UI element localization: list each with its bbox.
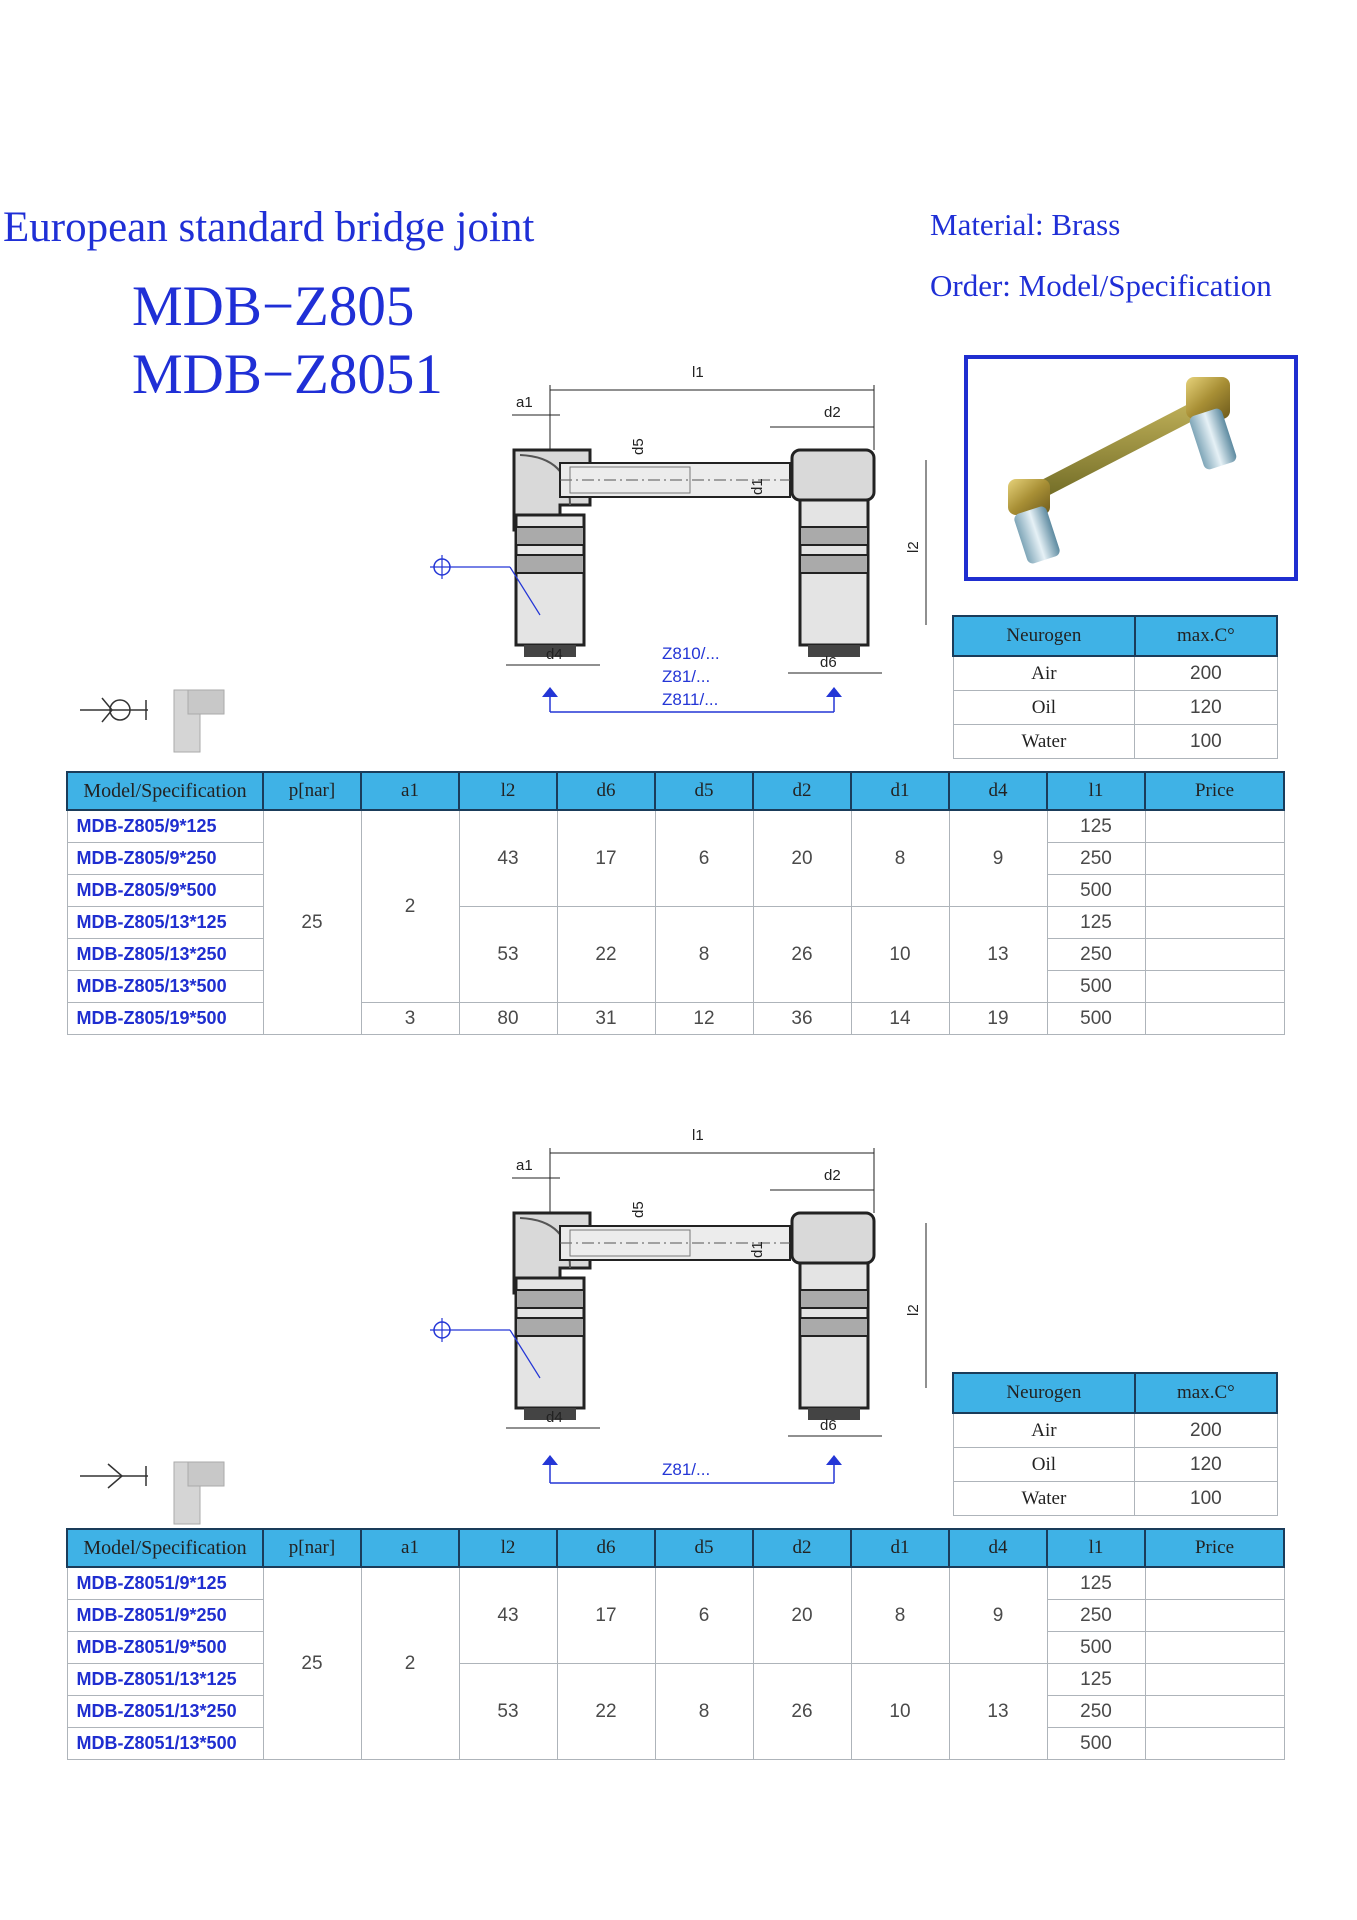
check-valve-symbol-1: [78, 680, 238, 760]
price-cell: [1145, 810, 1284, 843]
temp-medium: Oil: [953, 691, 1135, 725]
temp-value: 100: [1135, 725, 1277, 759]
temp-header-medium: Neurogen: [953, 1373, 1135, 1413]
coupling-ref-1: Z810/...: [662, 644, 720, 663]
a1-cell: 2: [361, 1567, 459, 1760]
d5-cell: 12: [655, 1003, 753, 1035]
temp-medium: Water: [953, 1482, 1135, 1516]
l2-cell: 43: [459, 810, 557, 907]
l1-cell: 125: [1047, 907, 1145, 939]
model-cell: MDB-Z8051/9*500: [67, 1632, 263, 1664]
dim-d2: d2: [824, 404, 841, 421]
l1-cell: 500: [1047, 1728, 1145, 1760]
spec-table-z805: [66, 771, 1285, 1035]
d2-cell: 20: [753, 1567, 851, 1664]
price-cell: [1145, 1664, 1284, 1696]
dim-l1: l1: [692, 1127, 704, 1144]
l1-cell: 500: [1047, 971, 1145, 1003]
pressure-cell: 25: [263, 1567, 361, 1760]
header-price: Price: [1145, 1529, 1284, 1567]
technical-drawing-z805: [420, 355, 960, 730]
material-label: Material: Brass: [930, 207, 1121, 242]
product-photo: [964, 355, 1298, 581]
page-title: European standard bridge joint: [3, 204, 535, 251]
temp-medium: Water: [953, 725, 1135, 759]
model-cell: MDB-Z805/13*250: [67, 939, 263, 971]
model-cell: MDB-Z805/19*500: [67, 1003, 263, 1035]
price-cell: [1145, 971, 1284, 1003]
header-d6: d6: [557, 772, 655, 810]
temp-value: 120: [1135, 691, 1277, 725]
d5-cell: 6: [655, 1567, 753, 1664]
d4-cell: 13: [949, 1664, 1047, 1760]
model-cell: MDB-Z805/9*500: [67, 875, 263, 907]
l2-cell: 53: [459, 907, 557, 1003]
temp-value: 120: [1135, 1448, 1277, 1482]
header-d2: d2: [753, 1529, 851, 1567]
price-cell: [1145, 1632, 1284, 1664]
model-cell: MDB-Z8051/13*250: [67, 1696, 263, 1728]
d2-cell: 20: [753, 810, 851, 907]
d6-cell: 31: [557, 1003, 655, 1035]
dim-d6: d6: [820, 654, 837, 671]
temp-value: 200: [1135, 656, 1277, 691]
model-cell: MDB-Z805/9*250: [67, 843, 263, 875]
d5-cell: 8: [655, 1664, 753, 1760]
price-cell: [1145, 843, 1284, 875]
d6-cell: 22: [557, 907, 655, 1003]
dim-d1: d1: [749, 478, 766, 495]
header-price: Price: [1145, 772, 1284, 810]
l1-cell: 125: [1047, 1664, 1145, 1696]
coupling-ref-3: Z811/...: [662, 690, 719, 709]
l1-cell: 125: [1047, 810, 1145, 843]
header-d4: d4: [949, 1529, 1047, 1567]
spec-table-z8051: [66, 1528, 1285, 1760]
d1-cell: 8: [851, 1567, 949, 1664]
d5-cell: 6: [655, 810, 753, 907]
d6-cell: 22: [557, 1664, 655, 1760]
l1-cell: 250: [1047, 1696, 1145, 1728]
order-label: Order: Model/Specification: [930, 268, 1272, 303]
technical-drawing-z8051: [420, 1118, 960, 1493]
d1-cell: 10: [851, 907, 949, 1003]
header-l1: l1: [1047, 772, 1145, 810]
header-d2: d2: [753, 772, 851, 810]
dim-l1: l1: [692, 364, 704, 381]
d1-cell: 10: [851, 1664, 949, 1760]
model-cell: MDB-Z8051/13*500: [67, 1728, 263, 1760]
header-a1: a1: [361, 1529, 459, 1567]
model-cell: MDB-Z805/13*125: [67, 907, 263, 939]
price-cell: [1145, 1003, 1284, 1035]
price-cell: [1145, 907, 1284, 939]
dim-a1: a1: [516, 394, 533, 411]
model-cell: MDB-Z8051/9*125: [67, 1567, 263, 1600]
coupling-ref-1: Z81/...: [662, 1460, 711, 1479]
price-cell: [1145, 1696, 1284, 1728]
d6-cell: 17: [557, 810, 655, 907]
header-l2: l2: [459, 1529, 557, 1567]
model-name-z8051: MDB−Z8051: [132, 343, 443, 406]
header-d5: d5: [655, 772, 753, 810]
temp-header-max: max.C°: [1135, 1373, 1277, 1413]
temp-header-medium: Neurogen: [953, 616, 1135, 656]
d1-cell: 8: [851, 810, 949, 907]
dim-d2: d2: [824, 1167, 841, 1184]
dim-d4: d4: [546, 1409, 563, 1426]
l2-cell: 80: [459, 1003, 557, 1035]
model-name-z805: MDB−Z805: [132, 275, 415, 338]
header-l2: l2: [459, 772, 557, 810]
l1-cell: 250: [1047, 1600, 1145, 1632]
header-d5: d5: [655, 1529, 753, 1567]
model-cell: MDB-Z8051/13*125: [67, 1664, 263, 1696]
l2-cell: 43: [459, 1567, 557, 1664]
d4-cell: 9: [949, 1567, 1047, 1664]
d2-cell: 26: [753, 907, 851, 1003]
d5-cell: 8: [655, 907, 753, 1003]
temp-medium: Oil: [953, 1448, 1135, 1482]
l1-cell: 500: [1047, 1632, 1145, 1664]
temp-medium: Air: [953, 1413, 1135, 1448]
d4-cell: 9: [949, 810, 1047, 907]
l1-cell: 125: [1047, 1567, 1145, 1600]
dim-l2: l2: [905, 541, 922, 553]
temperature-table-1: [952, 615, 1278, 759]
model-cell: MDB-Z8051/9*250: [67, 1600, 263, 1632]
a1-cell: 3: [361, 1003, 459, 1035]
header-d1: d1: [851, 772, 949, 810]
dim-l2: l2: [905, 1304, 922, 1316]
dim-d1: d1: [749, 1241, 766, 1258]
header-l1: l1: [1047, 1529, 1145, 1567]
header-p: p[nar]: [263, 1529, 361, 1567]
header-p: p[nar]: [263, 772, 361, 810]
l1-cell: 250: [1047, 843, 1145, 875]
dim-d5: d5: [630, 1201, 647, 1218]
header-d6: d6: [557, 1529, 655, 1567]
l1-cell: 500: [1047, 875, 1145, 907]
d2-cell: 26: [753, 1664, 851, 1760]
l1-cell: 500: [1047, 1003, 1145, 1035]
price-cell: [1145, 1728, 1284, 1760]
d1-cell: 14: [851, 1003, 949, 1035]
header-a1: a1: [361, 772, 459, 810]
dim-d6: d6: [820, 1417, 837, 1434]
dim-d5: d5: [630, 438, 647, 455]
a1-cell: 2: [361, 810, 459, 1003]
temp-value: 200: [1135, 1413, 1277, 1448]
straight-through-symbol-2: [78, 1452, 238, 1532]
temperature-table-2: [952, 1372, 1278, 1516]
pressure-cell: 25: [263, 810, 361, 1035]
d6-cell: 17: [557, 1567, 655, 1664]
d4-cell: 19: [949, 1003, 1047, 1035]
d2-cell: 36: [753, 1003, 851, 1035]
temp-header-max: max.C°: [1135, 616, 1277, 656]
coupling-ref-2: Z81/...: [662, 667, 711, 686]
price-cell: [1145, 875, 1284, 907]
model-cell: MDB-Z805/9*125: [67, 810, 263, 843]
dim-d4: d4: [546, 646, 563, 663]
price-cell: [1145, 939, 1284, 971]
header-d1: d1: [851, 1529, 949, 1567]
l2-cell: 53: [459, 1664, 557, 1760]
model-cell: MDB-Z805/13*500: [67, 971, 263, 1003]
header-d4: d4: [949, 772, 1047, 810]
d4-cell: 13: [949, 907, 1047, 1003]
temp-medium: Air: [953, 656, 1135, 691]
temp-value: 100: [1135, 1482, 1277, 1516]
price-cell: [1145, 1600, 1284, 1632]
price-cell: [1145, 1567, 1284, 1600]
l1-cell: 250: [1047, 939, 1145, 971]
dim-a1: a1: [516, 1157, 533, 1174]
header-model: Model/Specification: [67, 1529, 263, 1567]
header-model: Model/Specification: [67, 772, 263, 810]
